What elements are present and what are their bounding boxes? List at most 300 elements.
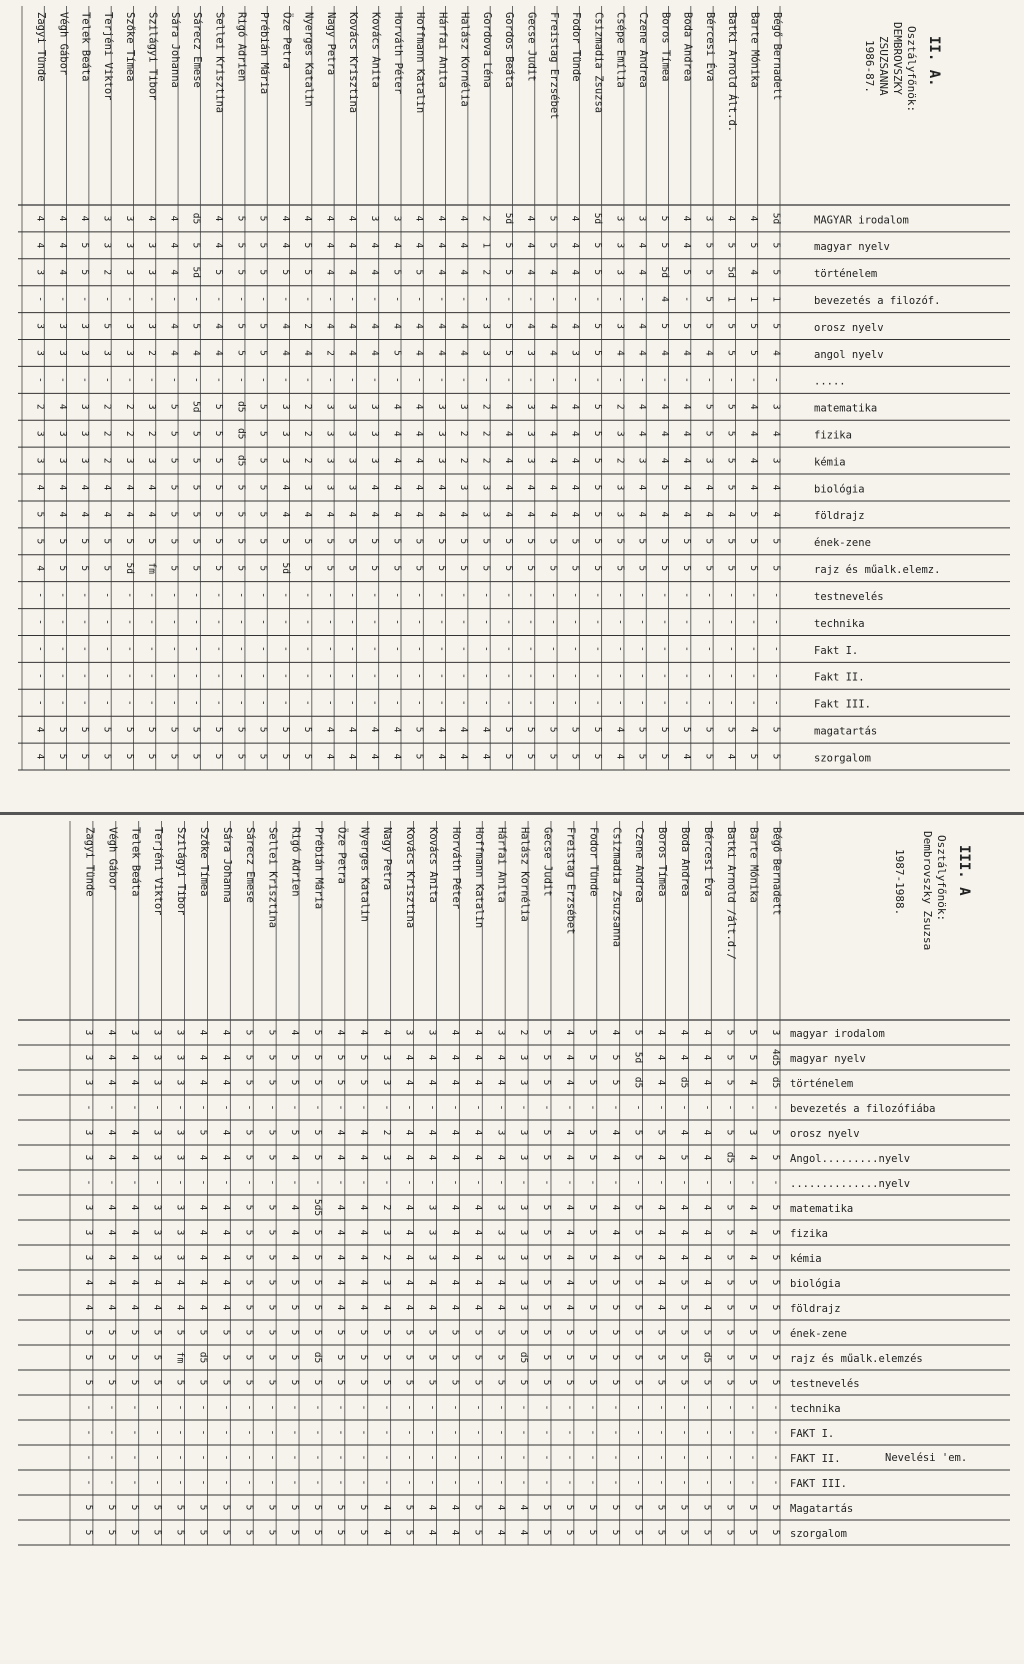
grade-cell: 5 bbox=[190, 430, 202, 437]
grade-cell: - bbox=[56, 672, 68, 679]
grade-cell: - bbox=[128, 1429, 140, 1436]
grade-cell: 4 bbox=[472, 1279, 484, 1286]
grade-cell: - bbox=[472, 1404, 484, 1411]
grade-cell: 5 bbox=[541, 1129, 553, 1136]
grade-cell: 5d bbox=[502, 212, 514, 225]
grade-cell: 4 bbox=[289, 1029, 301, 1036]
grade-cell: 4 bbox=[220, 1204, 232, 1211]
grade-cell: 4 bbox=[770, 484, 782, 491]
grade-cell: 5 bbox=[725, 726, 737, 733]
grade-cell: - bbox=[609, 1404, 621, 1411]
grade-cell: - bbox=[334, 1454, 346, 1461]
grade-cell: 4 bbox=[369, 511, 381, 518]
subject-label: szorgalom bbox=[814, 752, 871, 765]
grade-cell: - bbox=[547, 672, 559, 679]
grade-cell: 5 bbox=[725, 350, 737, 356]
grade-cell: 3 bbox=[123, 242, 135, 249]
grade-cell: - bbox=[83, 1404, 95, 1411]
grade-cell: 5 bbox=[190, 753, 202, 760]
grade-cell: - bbox=[725, 672, 737, 679]
student-name: Bégő Bernadett bbox=[770, 12, 783, 101]
grade-cell: - bbox=[105, 1179, 117, 1186]
grade-cell: 5 bbox=[770, 1229, 782, 1236]
grade-cell: 5 bbox=[770, 726, 782, 733]
grade-cell: 4 bbox=[472, 1229, 484, 1236]
grade-cell: 4 bbox=[34, 726, 46, 733]
grade-cell: 5 bbox=[725, 403, 737, 410]
grade-cell: - bbox=[435, 592, 447, 598]
grade-cell: 4 bbox=[346, 726, 358, 733]
grade-cell: 5 bbox=[547, 726, 559, 733]
grade-cell: 5 bbox=[747, 1329, 759, 1336]
grade-cell: 2 bbox=[146, 350, 158, 356]
grade-cell: 4 bbox=[391, 457, 403, 464]
grade-cell: - bbox=[586, 1454, 598, 1461]
grade-cell: - bbox=[435, 646, 447, 652]
grade-cell: - bbox=[541, 1429, 553, 1436]
grade-cell: 4 bbox=[495, 1154, 507, 1161]
grade-cell: 3 bbox=[518, 1229, 530, 1236]
grade-cell: - bbox=[212, 646, 224, 652]
grade-cell: 5 bbox=[547, 242, 559, 249]
grade-cell: 4 bbox=[748, 484, 760, 491]
grade-cell: 3 bbox=[174, 1079, 186, 1086]
grade-cell: 4 bbox=[564, 1204, 575, 1211]
grade-cell: 5 bbox=[302, 753, 314, 760]
grade-cell: 5 bbox=[541, 1154, 553, 1161]
grade-cell: 5 bbox=[655, 1379, 667, 1386]
grade-cell: 5 bbox=[541, 1079, 553, 1086]
grade-cell: - bbox=[632, 1179, 644, 1186]
grade-cell: 5 bbox=[609, 1379, 621, 1386]
grade-cell: 5 bbox=[289, 1529, 301, 1536]
grade-cell: 5 bbox=[220, 1529, 232, 1536]
grade-cell: - bbox=[243, 1404, 255, 1411]
grade-cell: 4 bbox=[413, 215, 425, 222]
grade-cell: 4 bbox=[426, 1279, 438, 1286]
grade-cell: - bbox=[197, 1179, 209, 1186]
grade-cell: - bbox=[426, 1429, 438, 1436]
grade-cell: 3 bbox=[426, 1029, 438, 1036]
subject-label: Magatartás bbox=[790, 1503, 854, 1515]
grade-cell: 4 bbox=[101, 511, 113, 518]
grade-cell: - bbox=[357, 1454, 369, 1461]
grade-cell: - bbox=[480, 699, 492, 706]
grade-cell: - bbox=[547, 296, 559, 303]
grade-cell: 5 bbox=[748, 511, 760, 518]
subject-label: fizika bbox=[790, 1228, 828, 1240]
grade-cell: 5 bbox=[235, 753, 247, 760]
grade-cell: 5 bbox=[56, 538, 68, 545]
grade-cell: 5 bbox=[83, 1529, 95, 1536]
grade-cell: 5 bbox=[146, 538, 158, 545]
grade-cell: 5 bbox=[174, 1379, 186, 1386]
grade-cell: 5 bbox=[703, 242, 715, 249]
grade-cell: 2 bbox=[302, 323, 314, 329]
grade-cell: 5 bbox=[212, 726, 224, 733]
grade-cell: - bbox=[426, 1404, 438, 1411]
subject-label: biológia bbox=[814, 483, 865, 496]
grade-cell: - bbox=[636, 592, 648, 598]
grade-cell: 4 bbox=[105, 1254, 117, 1261]
grade-cell: 4 bbox=[564, 1129, 575, 1136]
grade-cell: 5 bbox=[609, 1329, 621, 1336]
grade-cell: 2 bbox=[302, 457, 314, 464]
grade-cell: 3 bbox=[128, 1029, 140, 1036]
grade-cell: 4 bbox=[56, 511, 68, 518]
grade-cell: 2 bbox=[380, 1204, 392, 1211]
grade-cell: 5 bbox=[725, 538, 737, 545]
grade-cell: 4 bbox=[324, 753, 336, 760]
grade-cell: - bbox=[391, 646, 403, 652]
grade-cell: 5 bbox=[725, 484, 737, 491]
grade-cell: 5 bbox=[357, 1329, 369, 1336]
grade-cell: 5 bbox=[770, 565, 782, 572]
grade-cell: - bbox=[541, 1454, 553, 1461]
grade-cell: 2 bbox=[480, 269, 492, 276]
grade-cell: 5 bbox=[279, 538, 291, 545]
grade-cell: 5 bbox=[266, 1154, 278, 1161]
grade-cell: - bbox=[105, 1104, 117, 1111]
grade-cell: 2 bbox=[101, 430, 113, 437]
grade-cell: 4 bbox=[426, 1079, 438, 1086]
student-name: Telek Beáta bbox=[129, 827, 142, 897]
grade-cell: - bbox=[658, 592, 670, 598]
student-name: Bércesi Éva bbox=[701, 827, 714, 897]
grade-cell: 5 bbox=[243, 1329, 255, 1336]
grade-cell: 4 bbox=[525, 323, 537, 329]
grade-cell: 5 bbox=[770, 1254, 782, 1261]
grade-cell: 5 bbox=[334, 1379, 346, 1386]
grade-cell: 4 bbox=[334, 1279, 346, 1286]
grade-cell: - bbox=[312, 1179, 324, 1186]
grade-cell: 5 bbox=[257, 511, 269, 518]
grade-cell: 4 bbox=[435, 753, 447, 760]
grade-cell: 5 bbox=[101, 753, 113, 760]
grade-cell: 4 bbox=[655, 1229, 667, 1236]
grade-cell: 5 bbox=[724, 1529, 736, 1536]
grade-cell: 3 bbox=[79, 457, 91, 464]
subject-label: ..............nyelv bbox=[790, 1178, 911, 1190]
grade-cell: 5 bbox=[701, 1379, 713, 1386]
grade-cell: - bbox=[681, 646, 693, 652]
grade-cell: 5 bbox=[426, 1379, 438, 1386]
grade-cell: - bbox=[220, 1104, 232, 1111]
grade-cell: 5 bbox=[212, 565, 224, 572]
grade-cell: - bbox=[770, 592, 782, 598]
grade-cell: - bbox=[636, 699, 648, 706]
grade-cell: 5 bbox=[413, 565, 425, 572]
grade-cell: - bbox=[458, 699, 470, 706]
grade-cell: - bbox=[636, 672, 648, 679]
grade-cell: 4 bbox=[480, 726, 492, 733]
grade-cell: 3 bbox=[174, 1029, 186, 1036]
grade-cell: 5 bbox=[724, 1079, 736, 1086]
grade-cell: 5 bbox=[243, 1229, 255, 1236]
grade-cell: 2 bbox=[324, 350, 336, 356]
grade-cell: - bbox=[146, 699, 158, 706]
grade-cell: 5 bbox=[678, 1379, 690, 1386]
grade-cell: - bbox=[569, 619, 581, 625]
grade-cell: - bbox=[435, 377, 447, 383]
grade-cell: 5 bbox=[334, 1054, 346, 1061]
grade-cell: 2 bbox=[101, 457, 113, 464]
grade-cell: 4 bbox=[480, 753, 492, 760]
grade-cell: - bbox=[235, 619, 247, 625]
student-name: Nagy Petra bbox=[324, 12, 337, 76]
grade-cell: - bbox=[655, 1429, 667, 1436]
grade-cell: - bbox=[403, 1429, 415, 1436]
grade-cell: 2 bbox=[302, 403, 314, 410]
grade-cell: 4 bbox=[34, 565, 46, 572]
grade-cell: 4 bbox=[279, 215, 291, 222]
grade-cell: 5 bbox=[632, 1379, 644, 1386]
grade-cell: - bbox=[658, 699, 670, 706]
grade-cell: 5 bbox=[266, 1054, 278, 1061]
grade-cell: - bbox=[391, 619, 403, 625]
grade-cell: 5d bbox=[190, 266, 202, 278]
grade-cell: - bbox=[197, 1104, 209, 1111]
grade-cell: - bbox=[334, 1179, 346, 1186]
grade-cell: - bbox=[279, 592, 291, 598]
grade-cell: 4 bbox=[681, 753, 693, 760]
grade-cell: - bbox=[413, 296, 425, 303]
grade-cell: - bbox=[480, 646, 492, 652]
grade-cell: 5 bbox=[123, 753, 135, 760]
grade-cell: 5 bbox=[703, 538, 715, 545]
grade-cell: 4 bbox=[748, 457, 760, 464]
grade-cell: 4 bbox=[525, 484, 537, 491]
grade-cell: - bbox=[324, 377, 336, 383]
grade-cell: 4 bbox=[703, 350, 715, 356]
grade-cell: 4 bbox=[34, 242, 46, 249]
grade-cell: 2 bbox=[380, 1129, 392, 1136]
grade-cell: - bbox=[413, 377, 425, 383]
grade-cell: 4 bbox=[168, 350, 180, 356]
grade-cell: - bbox=[502, 619, 514, 625]
grade-cell: 5 bbox=[632, 1154, 644, 1161]
grade-cell: - bbox=[346, 646, 358, 652]
grade-cell: 5 bbox=[748, 242, 760, 249]
grade-cell: 5 bbox=[151, 1379, 163, 1386]
grade-cell: - bbox=[197, 1404, 209, 1411]
grade-cell: - bbox=[56, 646, 68, 652]
grade-cell: - bbox=[235, 377, 247, 383]
grade-cell: - bbox=[190, 672, 202, 679]
grade-cell: 5d bbox=[632, 1051, 644, 1064]
grade-cell: - bbox=[380, 1179, 392, 1186]
grade-cell: 3 bbox=[703, 457, 715, 464]
grade-cell: 5 bbox=[591, 242, 603, 249]
grade-cell: 4 bbox=[413, 484, 425, 491]
grade-cell: - bbox=[701, 1104, 713, 1111]
grade-cell: 3 bbox=[83, 1079, 95, 1086]
grade-cell: 5 bbox=[243, 1304, 255, 1311]
grade-cell: - bbox=[724, 1104, 736, 1111]
grade-cell: 5 bbox=[235, 511, 247, 518]
grade-cell: 4 bbox=[458, 242, 470, 249]
grade-cell: 4 bbox=[518, 1529, 530, 1536]
grade-cell: 5 bbox=[266, 1279, 278, 1286]
grade-cell: 4 bbox=[569, 323, 581, 329]
grade-cell: - bbox=[426, 1179, 438, 1186]
grade-cell: 3 bbox=[174, 1229, 186, 1236]
student-name: Szőke Tímea bbox=[198, 827, 211, 897]
grade-cell: 4 bbox=[609, 1204, 621, 1211]
grade-cell: - bbox=[151, 1429, 163, 1436]
grade-cell: 5 bbox=[220, 1354, 232, 1361]
grade-cell: 4 bbox=[357, 1204, 369, 1211]
grade-cell: - bbox=[174, 1104, 186, 1111]
grade-cell: - bbox=[257, 377, 269, 383]
student-name: Sellei Krisztina bbox=[266, 827, 279, 929]
grade-cell: 4 bbox=[197, 1154, 209, 1161]
grade-cell: - bbox=[609, 1479, 621, 1486]
grade-cell: - bbox=[472, 1104, 484, 1111]
grade-cell: 5 bbox=[105, 1354, 117, 1361]
grade-cell: - bbox=[220, 1404, 232, 1411]
grade-cell: 4 bbox=[346, 753, 358, 760]
grade-cell: 4 bbox=[105, 1204, 117, 1211]
grade-cell: 4 bbox=[403, 1254, 415, 1261]
grade-cell: 4 bbox=[220, 1129, 232, 1136]
grade-cell: 5 bbox=[591, 726, 603, 733]
grade-cell: 4 bbox=[357, 1229, 369, 1236]
grade-cell: - bbox=[190, 377, 202, 383]
grade-cell: 3 bbox=[614, 430, 626, 437]
grade-cell: 4 bbox=[681, 403, 693, 410]
grade-cell: - bbox=[357, 1479, 369, 1486]
grade-cell: - bbox=[678, 1179, 690, 1186]
grade-cell: 5 bbox=[681, 269, 693, 276]
grade-cell: 4 bbox=[391, 323, 403, 329]
grade-cell: 4 bbox=[380, 1529, 392, 1536]
grade-cell: - bbox=[83, 1179, 95, 1186]
grade-cell: 5 bbox=[168, 753, 180, 760]
grade-cell: 3 bbox=[146, 323, 158, 329]
grade-cell: 4 bbox=[324, 215, 336, 222]
grade-cell: 5 bbox=[83, 1504, 95, 1511]
teacher-label: Osztályfőnök: bbox=[905, 26, 918, 113]
grade-cell: 5 bbox=[324, 565, 336, 572]
grade-cell: - bbox=[243, 1179, 255, 1186]
grade-cell: 5 bbox=[678, 1529, 690, 1536]
grade-cell: 5 bbox=[302, 726, 314, 733]
grade-cell: 5d bbox=[190, 401, 202, 413]
grade-cell: 3 bbox=[174, 1129, 186, 1136]
grade-cell: 5 bbox=[190, 323, 202, 329]
grade-cell: 4 bbox=[449, 1279, 461, 1286]
grade-cell: 4 bbox=[346, 511, 358, 518]
grade-cell: 5 bbox=[266, 1329, 278, 1336]
grade-cell: - bbox=[302, 619, 314, 625]
grade-cell: 4 bbox=[472, 1154, 484, 1161]
subject-label: FAKT III. bbox=[790, 1478, 847, 1490]
grade-cell: - bbox=[547, 592, 559, 598]
subject-label: szorgalom bbox=[790, 1528, 847, 1540]
grade-cell: 3 bbox=[79, 403, 91, 410]
grade-cell: 4 bbox=[609, 1229, 621, 1236]
grade-cell: 3 bbox=[380, 1054, 392, 1061]
grade-cell: 3 bbox=[174, 1054, 186, 1061]
grade-cell: - bbox=[235, 672, 247, 679]
grade-cell: - bbox=[34, 377, 46, 383]
grade-cell: 4 bbox=[34, 484, 46, 491]
grade-cell: 4 bbox=[279, 484, 291, 491]
grade-cell: - bbox=[146, 377, 158, 383]
grade-cell: 5 bbox=[426, 1329, 438, 1336]
grade-cell: - bbox=[403, 1404, 415, 1411]
grade-cell: - bbox=[212, 672, 224, 679]
grade-cell: - bbox=[748, 619, 760, 625]
grade-cell: 5 bbox=[220, 1379, 232, 1386]
grade-cell: - bbox=[151, 1479, 163, 1486]
grade-cell: 5 bbox=[235, 215, 247, 222]
grade-cell: d5 bbox=[235, 401, 247, 413]
grade-cell: 4 bbox=[369, 753, 381, 760]
grade-cell: 4 bbox=[655, 1254, 667, 1261]
subject-label: bevezetés a filozóf. bbox=[814, 295, 941, 308]
grade-cell: 4 bbox=[197, 1079, 209, 1086]
grade-cell: 5 bbox=[658, 484, 670, 491]
student-name: Zagyi Tünde bbox=[35, 12, 48, 82]
grade-cell: 3 bbox=[426, 1229, 438, 1236]
grade-cell: 5 bbox=[312, 1079, 324, 1086]
grade-cell: - bbox=[495, 1404, 507, 1411]
subject-label: rajz és műalk.elemz. bbox=[814, 564, 941, 577]
grade-cell: - bbox=[449, 1104, 461, 1111]
grade-cell: 4 bbox=[449, 1254, 461, 1261]
grade-cell: 5 bbox=[658, 323, 670, 329]
grade-cell: 5 bbox=[289, 1354, 301, 1361]
grade-cell: - bbox=[101, 646, 113, 652]
grade-cell: 5 bbox=[525, 726, 537, 733]
grade-cell: - bbox=[168, 619, 180, 625]
grade-cell: 4 bbox=[403, 1279, 415, 1286]
grade-cell: 5 bbox=[266, 1304, 278, 1311]
subject-label: technika bbox=[814, 617, 865, 630]
grade-cell: 5 bbox=[724, 1354, 736, 1361]
grade-cell: 5d bbox=[725, 266, 737, 278]
grade-cell: 3 bbox=[458, 403, 470, 410]
grade-cell: 5 bbox=[391, 538, 403, 545]
grade-cell: - bbox=[614, 699, 626, 706]
grade-cell: 3 bbox=[614, 484, 626, 491]
grade-cell: 4 bbox=[472, 1129, 484, 1136]
grade-cell: - bbox=[123, 592, 135, 598]
grade-cell: 4 bbox=[105, 1279, 117, 1286]
grade-cell: 4 bbox=[369, 242, 381, 249]
grade-cell: 4 bbox=[701, 1254, 713, 1261]
student-name: Rigó Adrien bbox=[289, 827, 302, 897]
grade-cell: 3 bbox=[380, 1279, 392, 1286]
grade-cell: 5 bbox=[541, 1254, 553, 1261]
grade-cell: 4 bbox=[655, 1304, 667, 1311]
grade-cell: 4 bbox=[197, 1029, 209, 1036]
grade-cell: 4 bbox=[701, 1154, 713, 1161]
grade-cell: 4 bbox=[636, 430, 648, 437]
grade-cell: 5 bbox=[591, 484, 603, 491]
grade-cell: 4 bbox=[449, 1129, 461, 1136]
grade-cell: 5 bbox=[591, 753, 603, 760]
subject-label: magatartás bbox=[814, 725, 878, 738]
grade-cell: - bbox=[525, 699, 537, 706]
sheet-1988 bbox=[0, 815, 1024, 1660]
grade-cell: 5 bbox=[243, 1279, 255, 1286]
teacher-name: DEMBROVSZKY bbox=[891, 22, 904, 95]
grade-cell: - bbox=[380, 1454, 392, 1461]
grade-cell: 4 bbox=[357, 1154, 369, 1161]
